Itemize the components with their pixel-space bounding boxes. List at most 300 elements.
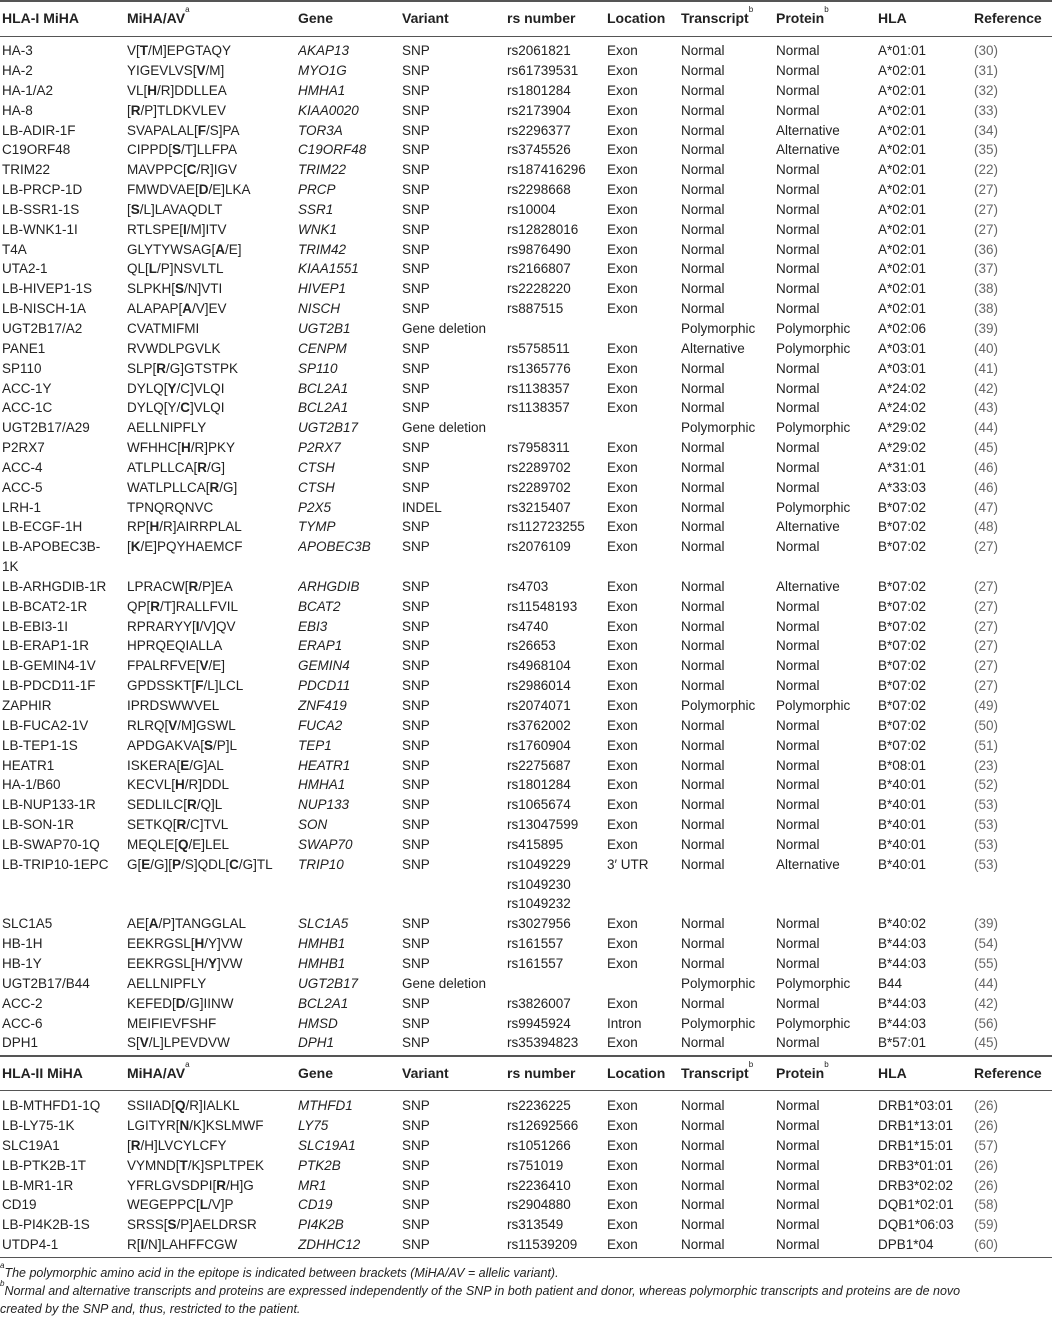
cell-miha-name: CD19 [2, 1197, 37, 1213]
column-header-miha-name: HLA-II MiHA [2, 1065, 83, 1081]
cell-gene: EBI3 [298, 618, 328, 634]
cell-rs-number: rs1065674 [507, 797, 571, 813]
cell-gene: BCAT2 [298, 598, 341, 614]
cell-reference: (53) [974, 817, 999, 833]
cell-epitope: SSIIAD[Q/R]IALKL [127, 1098, 240, 1113]
cell-protein: Alternative [776, 578, 840, 594]
column-header-rs-number: rs number [507, 10, 576, 26]
cell-epitope: DYLQ[Y/C]VLQI [127, 380, 225, 396]
cell-epitope: [K/E]PQYHAEMCF [127, 539, 243, 555]
cell-protein: Normal [776, 757, 820, 773]
cell-protein: Normal [776, 440, 820, 456]
cell-location: Exon [607, 499, 638, 515]
cell-miha-name: LB-ERAP1-1R [2, 638, 90, 654]
cell-reference: (32) [974, 82, 999, 98]
cell-location: Exon [607, 63, 638, 78]
cell-protein: Polymorphic [776, 340, 851, 356]
cell-gene: HMHB1 [298, 955, 346, 971]
cell-protein: Normal [776, 1237, 820, 1253]
table-row [0, 1090, 1052, 1116]
cell-epitope: KEFED[D/G]IINW [127, 995, 234, 1011]
cell-transcript: Normal [681, 856, 725, 872]
cell-transcript: Normal [681, 221, 725, 237]
cell-variant: SNP [402, 936, 430, 952]
cell-protein: Normal [776, 955, 820, 971]
cell-location: Exon [607, 777, 638, 793]
cell-variant: SNP [402, 479, 430, 495]
cell-miha-name: LB-PRCP-1D [2, 182, 83, 198]
cell-transcript: Normal [681, 380, 725, 396]
cell-variant: SNP [402, 281, 430, 297]
cell-rs-number: rs112723255 [507, 519, 585, 535]
cell-transcript: Normal [681, 1157, 725, 1173]
table-row [0, 279, 1052, 299]
cell-location: Exon [607, 221, 638, 237]
cell-hla: DRB1*13:01 [878, 1118, 954, 1133]
cell-rs-number: rs887515 [507, 301, 564, 317]
cell-rs-number: rs12828016 [507, 221, 579, 237]
cell-location: Exon [607, 658, 638, 674]
cell-gene: HMHB1 [298, 936, 346, 952]
cell-epitope: G[E/G][P/S]QDL[C/G]TL [127, 856, 273, 872]
cell-gene: SLC1A5 [298, 916, 349, 932]
cell-epitope: RP[H/R]AIRRPLAL [127, 519, 242, 535]
table-row [0, 200, 1052, 220]
cell-rs-number: rs3826007 [507, 995, 571, 1011]
cell-hla: B*07:02 [878, 578, 927, 594]
cell-reference: (33) [974, 102, 999, 118]
cell-epitope: MEQLE[Q/E]LEL [127, 836, 230, 852]
cell-miha-name: LB-FUCA2-1V [2, 717, 89, 733]
cell-protein: Normal [776, 836, 820, 852]
cell-reference: (48) [974, 519, 999, 535]
cell-variant: SNP [402, 658, 430, 674]
cell-miha-name: LB-SSR1-1S [2, 201, 80, 217]
cell-variant: Gene deletion [402, 975, 487, 991]
table-row [0, 319, 1052, 339]
cell-transcript: Normal [681, 1237, 725, 1253]
table-row [0, 1195, 1052, 1215]
cell-miha-name: LB-WNK1-1I [2, 221, 78, 237]
cell-epitope: V[T/M]EPGTAQY [127, 43, 232, 58]
cell-gene: SSR1 [298, 201, 334, 217]
cell-reference: (27) [974, 578, 999, 594]
cell-transcript: Normal [681, 1137, 725, 1153]
cell-variant: SNP [402, 1157, 430, 1173]
cell-variant: SNP [402, 301, 430, 317]
cell-hla: A*02:01 [878, 182, 927, 198]
cell-epitope: SEDLILC[R/Q]L [127, 797, 223, 813]
cell-hla: A*33:03 [878, 479, 927, 495]
cell-transcript: Normal [681, 241, 725, 257]
cell-epitope: VYMND[T/K]SPLTPEK [127, 1157, 265, 1173]
table-row [0, 676, 1052, 696]
cell-location: Intron [607, 1015, 642, 1031]
column-header-epitope: MiHA/$AV^a$ [127, 1060, 190, 1081]
cell-location: Exon [607, 440, 638, 456]
cell-gene: DPH1 [298, 1035, 335, 1051]
cell-variant: SNP [402, 797, 430, 813]
cell-location: Exon [607, 1197, 638, 1213]
cell-location: Exon [607, 360, 638, 376]
cell-protein: Normal [776, 360, 820, 376]
cell-variant: SNP [402, 241, 430, 257]
cell-epitope: RLRQ[V/M]GSWL [127, 717, 236, 733]
cell-hla: A*29:02 [878, 420, 927, 436]
table-row [0, 379, 1052, 399]
cell-miha-name: C19ORF48 [2, 142, 71, 158]
cell-rs-number: rs2173904 [507, 102, 571, 118]
cell-hla: B*40:01 [878, 856, 927, 872]
cell-location: Exon [607, 142, 638, 158]
cell-gene: LY75 [298, 1118, 329, 1133]
cell-protein: Normal [776, 797, 820, 813]
column-header-protein: Protein$^b$ [776, 1060, 829, 1081]
cell-location [607, 319, 681, 339]
table-row [0, 914, 1052, 934]
cell-location: Exon [607, 737, 638, 753]
table-row [0, 577, 1052, 597]
cell-variant: SNP [402, 380, 430, 396]
cell-miha-name: HA-3 [2, 43, 33, 58]
cell-miha-name: LB-ADIR-1F [2, 122, 76, 138]
footnotes [0, 1260, 1052, 1318]
cell-protein: Polymorphic [776, 499, 851, 515]
cell-transcript: Normal [681, 162, 725, 178]
cell-protein: Normal [776, 301, 820, 317]
cell-rs-number: rs2061821 [507, 43, 571, 58]
cell-transcript: Normal [681, 459, 725, 475]
cell-rs-number: rs1365776 [507, 360, 571, 376]
cell-transcript: Normal [681, 539, 725, 555]
cell-reference: (44) [974, 975, 999, 991]
cell-gene: MTHFD1 [298, 1098, 353, 1113]
cell-rs-number: rs2289702 [507, 479, 571, 495]
cell-protein: Normal [776, 777, 820, 793]
column-header-miha-name: HLA-I MiHA [2, 10, 79, 26]
cell-epitope: SETKQ[R/C]TVL [127, 817, 229, 833]
cell-rs-number: rs751019 [507, 1157, 564, 1173]
cell-protein: Alternative [776, 122, 840, 138]
column-header-location: Location [607, 1065, 666, 1081]
cell-epitope: YFRLGVSDPI[R/H]G [127, 1177, 254, 1193]
cell-hla: B*07:02 [878, 539, 927, 555]
cell-hla: A*02:01 [878, 301, 927, 317]
cell-location: Exon [607, 757, 638, 773]
cell-hla: B*07:02 [878, 678, 927, 694]
cell-gene: HMSD [298, 1015, 338, 1031]
cell-rs-number: rs26653 [507, 638, 556, 654]
cell-gene: SWAP70 [298, 836, 353, 852]
cell-reference: (35) [974, 142, 999, 158]
cell-reference: (27) [974, 658, 999, 674]
cell-epitope: TPNQRQNVC [127, 499, 214, 515]
column-header-transcript: Transcript$^b$ [681, 5, 754, 26]
cell-variant: SNP [402, 221, 430, 237]
cell-epitope: APDGAKVA[S/P]L [127, 737, 238, 753]
cell-miha-name: LB-NUP133-1R [2, 797, 96, 813]
cell-hla: B*07:02 [878, 638, 927, 654]
cell-gene: MR1 [298, 1177, 327, 1193]
cell-variant: SNP [402, 777, 430, 793]
cell-reference: (49) [974, 698, 999, 713]
cell-miha-name: LB-TRIP10-1EPC [2, 856, 109, 872]
column-header-location: Location [607, 10, 666, 26]
cell-location: Exon [607, 82, 638, 98]
cell-hla: A*29:02 [878, 440, 927, 456]
cell-hla: A*02:01 [878, 281, 927, 297]
cell-gene: BCL2A1 [298, 400, 349, 416]
cell-miha-name: HA-1/A2 [2, 82, 54, 98]
cell-reference: (53) [974, 836, 999, 852]
cell-location: Exon [607, 281, 638, 297]
cell-rs-number: rs1049229 rs1049230 rs1049232 [507, 856, 571, 912]
cell-rs-number: rs7958311 [507, 440, 570, 456]
cell-protein: Normal [776, 936, 820, 952]
cell-protein: Normal [776, 737, 820, 753]
cell-epitope: ALAPAP[A/V]EV [127, 301, 227, 317]
cell-miha-name: LB-ARHGDIB-1R [2, 578, 107, 594]
cell-location: Exon [607, 836, 638, 852]
cell-epitope: LPRACW[R/P]EA [127, 578, 233, 594]
cell-rs-number: rs10004 [507, 201, 556, 217]
cell-epitope: RVWDLPGVLK [127, 340, 221, 356]
cell-transcript: Normal [681, 43, 725, 58]
cell-gene: HIVEP1 [298, 281, 347, 297]
cell-transcript: Normal [681, 638, 725, 654]
cell-transcript: Normal [681, 499, 725, 515]
cell-reference: (57) [974, 1137, 999, 1153]
cell-rs-number: rs1801284 [507, 82, 571, 98]
column-header-reference: Reference [974, 1065, 1042, 1081]
cell-gene: SP110 [298, 360, 338, 376]
table-row [0, 478, 1052, 498]
cell-variant: SNP [402, 201, 430, 217]
table-row [0, 220, 1052, 240]
cell-location: 3′ UTR [607, 856, 649, 872]
cell-rs-number: rs161557 [507, 955, 564, 971]
cell-transcript: Normal [681, 817, 725, 833]
cell-variant: SNP [402, 916, 430, 932]
cell-epitope: [R/H]LVCYLCFY [127, 1137, 227, 1153]
cell-variant: SNP [402, 1137, 430, 1153]
table-row [0, 597, 1052, 617]
cell-hla: B*40:01 [878, 797, 927, 813]
cell-reference: (23) [974, 757, 999, 773]
cell-miha-name: ACC-1C [2, 400, 53, 416]
cell-transcript: Normal [681, 995, 725, 1011]
cell-epitope: RPRARYY[I/V]QV [127, 618, 236, 634]
cell-transcript: Normal [681, 519, 725, 535]
cell-variant: Gene deletion [402, 420, 487, 436]
table-row [0, 1176, 1052, 1196]
cell-rs-number: rs11539209 [507, 1237, 578, 1253]
cell-rs-number: rs1760904 [507, 737, 571, 753]
cell-transcript: Normal [681, 797, 725, 813]
cell-hla: A*02:01 [878, 102, 927, 118]
cell-protein: Normal [776, 539, 820, 555]
cell-rs-number: rs61739531 [507, 63, 579, 78]
cell-rs-number: rs13047599 [507, 817, 579, 833]
cell-hla: B*07:02 [878, 698, 927, 713]
table-row [0, 716, 1052, 736]
cell-gene: P2X5 [298, 499, 332, 515]
cell-hla: DPB1*04 [878, 1237, 934, 1253]
cell-gene: ZNF419 [298, 698, 347, 713]
cell-gene: MYO1G [298, 63, 347, 78]
cell-hla: B*08:01 [878, 757, 927, 773]
table-header-row [0, 1, 1052, 35]
cell-transcript: Normal [681, 440, 725, 456]
cell-rs-number: rs2289702 [507, 459, 571, 475]
cell-location: Exon [607, 817, 638, 833]
cell-protein: Normal [776, 459, 820, 475]
cell-location: Exon [607, 936, 638, 952]
cell-hla: DRB1*03:01 [878, 1098, 954, 1113]
cell-protein: Normal [776, 281, 820, 297]
cell-protein: Alternative [776, 142, 840, 158]
cell-miha-name: TRIM22 [2, 162, 51, 178]
cell-miha-name: T4A [2, 241, 27, 257]
cell-transcript: Normal [681, 955, 725, 971]
cell-rs-number: rs1138357 [507, 380, 570, 396]
cell-protein: Normal [776, 221, 820, 237]
cell-reference: (58) [974, 1197, 999, 1213]
cell-epitope: AELLNIPFLY [127, 420, 207, 436]
cell-miha-name: HA-8 [2, 102, 33, 118]
cell-variant: Gene deletion [402, 320, 487, 336]
cell-rs-number: rs1138357 [507, 400, 570, 416]
cell-location: Exon [607, 1137, 638, 1153]
cell-gene: PDCD11 [298, 678, 351, 694]
cell-reference: (59) [974, 1217, 999, 1233]
cell-gene: HEATR1 [298, 757, 351, 773]
cell-transcript: Normal [681, 717, 725, 733]
cell-location: Exon [607, 261, 638, 277]
footnote-a: $^a$The polymorphic amino acid in the epitope is indicated between brackets (MiHA/AV = allelic variant). [0, 1260, 559, 1280]
column-header-hla: HLA [878, 10, 907, 26]
cell-miha-name: UTDP4-1 [2, 1237, 59, 1253]
cell-location: Exon [607, 638, 638, 654]
cell-protein: Normal [776, 63, 820, 78]
cell-gene: FUCA2 [298, 717, 343, 733]
cell-hla: A*02:06 [878, 320, 927, 336]
cell-transcript: Normal [681, 936, 725, 952]
cell-miha-name: HEATR1 [2, 757, 55, 773]
column-header-reference: Reference [974, 10, 1042, 26]
cell-miha-name: PANE1 [2, 340, 46, 356]
cell-variant: SNP [402, 955, 430, 971]
cell-gene: TRIP10 [298, 856, 344, 872]
table-row [0, 359, 1052, 379]
cell-rs-number: rs12692566 [507, 1118, 579, 1133]
cell-transcript: Normal [681, 1035, 725, 1051]
cell-location: Exon [607, 1157, 638, 1173]
cell-protein: Normal [776, 995, 820, 1011]
cell-protein: Normal [776, 1197, 820, 1213]
cell-variant: SNP [402, 817, 430, 833]
cell-transcript: Normal [681, 836, 725, 852]
cell-gene: BCL2A1 [298, 995, 349, 1011]
cell-transcript: Normal [681, 122, 725, 138]
cell-miha-name: ACC-5 [2, 479, 43, 495]
cell-miha-name: SLC19A1 [2, 1137, 60, 1153]
cell-miha-name: LB-MTHFD1-1Q [2, 1098, 101, 1113]
cell-epitope: CVATMIFMI [127, 320, 200, 336]
cell-hla: A*02:01 [878, 142, 927, 158]
cell-transcript: Normal [681, 142, 725, 158]
cell-protein: Normal [776, 400, 820, 416]
cell-hla: A*24:02 [878, 380, 927, 396]
cell-hla: A*31:01 [878, 459, 927, 475]
cell-epitope: GLYTYWSAG[A/E] [127, 241, 242, 257]
cell-protein: Normal [776, 479, 820, 495]
footnote-b: $^b$Normal and alternative transcripts and proteins are expressed independently of the SNP in both patient and donor, whereas polymorphic transcripts and proteins are de novo [0, 1278, 961, 1298]
cell-location: Exon [607, 519, 638, 535]
cell-protein: Normal [776, 1217, 820, 1233]
cell-location: Exon [607, 539, 638, 555]
table-row [0, 101, 1052, 121]
cell-transcript: Normal [681, 737, 725, 753]
cell-location: Exon [607, 400, 638, 416]
cell-reference: (27) [974, 618, 999, 634]
cell-protein: Polymorphic [776, 420, 851, 436]
cell-hla: A*03:01 [878, 360, 927, 376]
cell-reference: (27) [974, 221, 999, 237]
cell-location: Exon [607, 678, 638, 694]
cell-miha-name: HB-1Y [2, 955, 42, 971]
cell-protein: Normal [776, 1157, 820, 1173]
header-rule [0, 1090, 1052, 1091]
cell-rs-number: rs4703 [507, 578, 549, 594]
table-row [0, 756, 1052, 776]
cell-epitope: CIPPD[S/T]LLFPA [127, 142, 238, 158]
cell-protein: Normal [776, 241, 820, 257]
cell-transcript: Normal [681, 916, 725, 932]
column-header-gene: Gene [298, 1065, 334, 1081]
cell-reference: (60) [974, 1237, 999, 1253]
cell-rs-number [507, 418, 607, 438]
cell-gene: AKAP13 [298, 43, 350, 58]
cell-hla: B*44:03 [878, 955, 927, 971]
cell-miha-name: SLC1A5 [2, 916, 53, 932]
cell-transcript: Alternative [681, 340, 745, 356]
cell-reference: (43) [974, 400, 999, 416]
cell-variant: SNP [402, 340, 430, 356]
table-row [0, 1014, 1052, 1034]
cell-location: Exon [607, 598, 638, 614]
cell-transcript: Normal [681, 618, 725, 634]
cell-protein: Normal [776, 717, 820, 733]
cell-location: Exon [607, 1118, 638, 1133]
cell-protein: Normal [776, 817, 820, 833]
cell-reference: (27) [974, 678, 999, 694]
cell-rs-number: rs4968104 [507, 658, 571, 674]
cell-location: Exon [607, 1217, 638, 1233]
cell-variant: SNP [402, 63, 430, 78]
cell-variant: INDEL [402, 499, 442, 515]
cell-rs-number: rs2296377 [507, 122, 571, 138]
cell-location: Exon [607, 459, 638, 475]
cell-transcript: Normal [681, 102, 725, 118]
cell-location: Exon [607, 340, 638, 356]
cell-variant: SNP [402, 142, 430, 158]
cell-protein: Normal [776, 1177, 820, 1193]
cell-miha-name: LB-SWAP70-1Q [2, 836, 100, 852]
cell-location: Exon [607, 797, 638, 813]
cell-variant: SNP [402, 1015, 430, 1031]
cell-location: Exon [607, 201, 638, 217]
